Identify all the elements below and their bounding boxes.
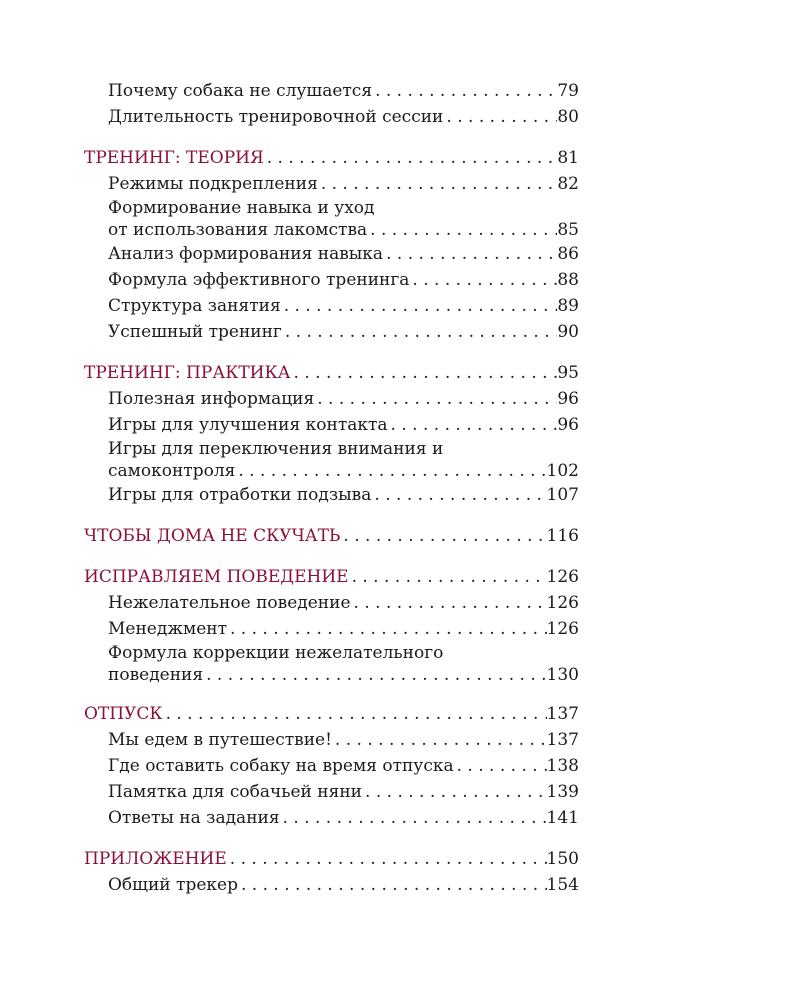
dot-leader bbox=[163, 701, 547, 727]
toc-entry-title: Анализ формирования навыка bbox=[108, 244, 384, 264]
dot-leader bbox=[291, 360, 558, 386]
toc-entry[interactable] bbox=[84, 753, 579, 779]
toc-page-number: 79 bbox=[557, 81, 579, 101]
dot-leader bbox=[238, 872, 547, 898]
dot-leader bbox=[235, 460, 546, 482]
toc-chapter[interactable] bbox=[84, 564, 579, 590]
toc-entry[interactable] bbox=[84, 386, 579, 412]
dot-leader bbox=[443, 104, 557, 130]
toc-entry[interactable] bbox=[84, 293, 579, 319]
toc-entry-title: Полезная информация bbox=[108, 389, 315, 409]
toc-page-number: 150 bbox=[546, 849, 579, 869]
toc-page-number: 80 bbox=[557, 107, 579, 127]
toc-entry[interactable] bbox=[84, 104, 579, 130]
toc-entry-title: Где оставить собаку на время отпуска bbox=[108, 756, 454, 776]
toc-entry[interactable] bbox=[84, 219, 579, 241]
toc-entry-title-line1: Формирование навыка и уход bbox=[108, 198, 375, 218]
toc-chapter-title: ИСПРАВЛЯЕМ ПОВЕДЕНИЕ bbox=[84, 567, 349, 587]
toc-entry[interactable] bbox=[84, 412, 579, 438]
toc-entry[interactable] bbox=[84, 460, 579, 482]
toc-page-number: 126 bbox=[546, 567, 579, 587]
toc-chapter[interactable] bbox=[84, 846, 579, 872]
toc-page-number: 126 bbox=[546, 593, 579, 613]
dot-leader bbox=[371, 482, 546, 508]
dot-leader bbox=[281, 293, 558, 319]
toc-entry[interactable] bbox=[84, 482, 579, 508]
toc-page-number: 116 bbox=[546, 526, 579, 546]
toc-entry-title: Игры для отработки подзыва bbox=[108, 485, 372, 505]
dot-leader bbox=[314, 386, 557, 412]
toc-entry[interactable] bbox=[84, 78, 579, 104]
toc-page-number: 126 bbox=[546, 619, 579, 639]
toc-chapter[interactable] bbox=[84, 360, 579, 386]
toc-entry-title: Ответы на задания bbox=[108, 808, 280, 828]
dot-leader bbox=[409, 267, 557, 293]
dot-leader bbox=[372, 78, 557, 104]
toc-page-number: 88 bbox=[557, 270, 579, 290]
dot-leader bbox=[280, 805, 547, 831]
toc-entry-title: Формула эффективного тренинга bbox=[108, 270, 410, 290]
dot-leader bbox=[349, 564, 547, 590]
toc-chapter-title: ПРИЛОЖЕНИЕ bbox=[84, 849, 227, 869]
toc-entry-title: Успешный тренинг bbox=[108, 322, 282, 342]
toc-chapter-title: ТРЕНИНГ: ПРАКТИКА bbox=[84, 363, 291, 383]
toc-entry-title: самоконтроля bbox=[108, 461, 236, 481]
toc-page-number: 141 bbox=[546, 808, 579, 828]
toc-entry-title-line1: Игры для переключения внимания и bbox=[108, 439, 444, 459]
toc-entry[interactable] bbox=[84, 616, 579, 642]
toc-page-number: 89 bbox=[557, 296, 579, 316]
dot-leader bbox=[454, 753, 547, 779]
dot-leader bbox=[332, 727, 547, 753]
dot-leader bbox=[362, 779, 547, 805]
toc-page-number: 86 bbox=[557, 244, 579, 264]
dot-leader bbox=[282, 319, 558, 345]
toc-page-number: 96 bbox=[557, 415, 579, 435]
toc-chapter-title: ОТПУСК bbox=[84, 704, 163, 724]
toc-page-number: 82 bbox=[557, 174, 579, 194]
toc-entry[interactable] bbox=[84, 171, 579, 197]
dot-leader bbox=[340, 523, 546, 549]
toc-chapter[interactable] bbox=[84, 701, 579, 727]
toc-page-number: 137 bbox=[546, 704, 579, 724]
dot-leader bbox=[388, 412, 558, 438]
toc-page-number: 95 bbox=[557, 363, 579, 383]
toc-entry-title: Общий трекер bbox=[108, 875, 238, 895]
toc-chapter-title: ЧТОБЫ ДОМА НЕ СКУЧАТЬ bbox=[84, 526, 341, 546]
toc-entry-title: Мы едем в путешествие! bbox=[108, 730, 332, 750]
dot-leader bbox=[367, 219, 557, 241]
toc-entry[interactable] bbox=[84, 241, 579, 267]
dot-leader bbox=[264, 145, 558, 171]
toc-entry-title: Режимы подкрепления bbox=[108, 174, 318, 194]
toc-entry-title: Нежелательное поведение bbox=[108, 593, 351, 613]
dot-leader bbox=[227, 616, 547, 642]
toc-entry[interactable] bbox=[84, 319, 579, 345]
table-of-contents bbox=[84, 78, 579, 898]
toc-page-number: 154 bbox=[546, 875, 579, 895]
toc-page-number: 81 bbox=[557, 148, 579, 168]
toc-entry-title: от использования лакомства bbox=[108, 220, 368, 240]
toc-page-number: 130 bbox=[546, 665, 579, 685]
dot-leader bbox=[203, 664, 546, 686]
toc-entry-title: Памятка для собачьей няни bbox=[108, 782, 363, 802]
toc-entry[interactable] bbox=[84, 779, 579, 805]
toc-page-number: 137 bbox=[546, 730, 579, 750]
toc-entry[interactable] bbox=[84, 872, 579, 898]
toc-entry[interactable] bbox=[84, 664, 579, 686]
dot-leader bbox=[351, 590, 547, 616]
toc-entry[interactable] bbox=[84, 267, 579, 293]
dot-leader bbox=[227, 846, 547, 872]
toc-entry-title: поведения bbox=[108, 665, 204, 685]
dot-leader bbox=[383, 241, 557, 267]
toc-entry[interactable] bbox=[84, 590, 579, 616]
toc-entry-title: Структура занятия bbox=[108, 296, 281, 316]
toc-chapter[interactable] bbox=[84, 145, 579, 171]
toc-page-number: 85 bbox=[557, 220, 579, 240]
toc-chapter[interactable] bbox=[84, 523, 579, 549]
dot-leader bbox=[318, 171, 558, 197]
toc-entry-title: Длительность тренировочной сессии bbox=[108, 107, 444, 127]
toc-page-number: 102 bbox=[546, 461, 579, 481]
toc-chapter-title: ТРЕНИНГ: ТЕОРИЯ bbox=[84, 148, 264, 168]
toc-entry[interactable] bbox=[84, 805, 579, 831]
toc-entry-title-line1: Формула коррекции нежелательного bbox=[108, 643, 444, 663]
toc-page-number: 96 bbox=[557, 389, 579, 409]
toc-page-number: 139 bbox=[546, 782, 579, 802]
toc-entry-title: Менеджмент bbox=[108, 619, 227, 639]
toc-entry[interactable] bbox=[84, 727, 579, 753]
toc-page-number: 90 bbox=[557, 322, 579, 342]
toc-page-number: 107 bbox=[546, 485, 579, 505]
toc-page-number: 138 bbox=[546, 756, 579, 776]
toc-entry-title: Почему собака не слушается bbox=[108, 81, 373, 101]
toc-entry-title: Игры для улучшения контакта bbox=[108, 415, 388, 435]
